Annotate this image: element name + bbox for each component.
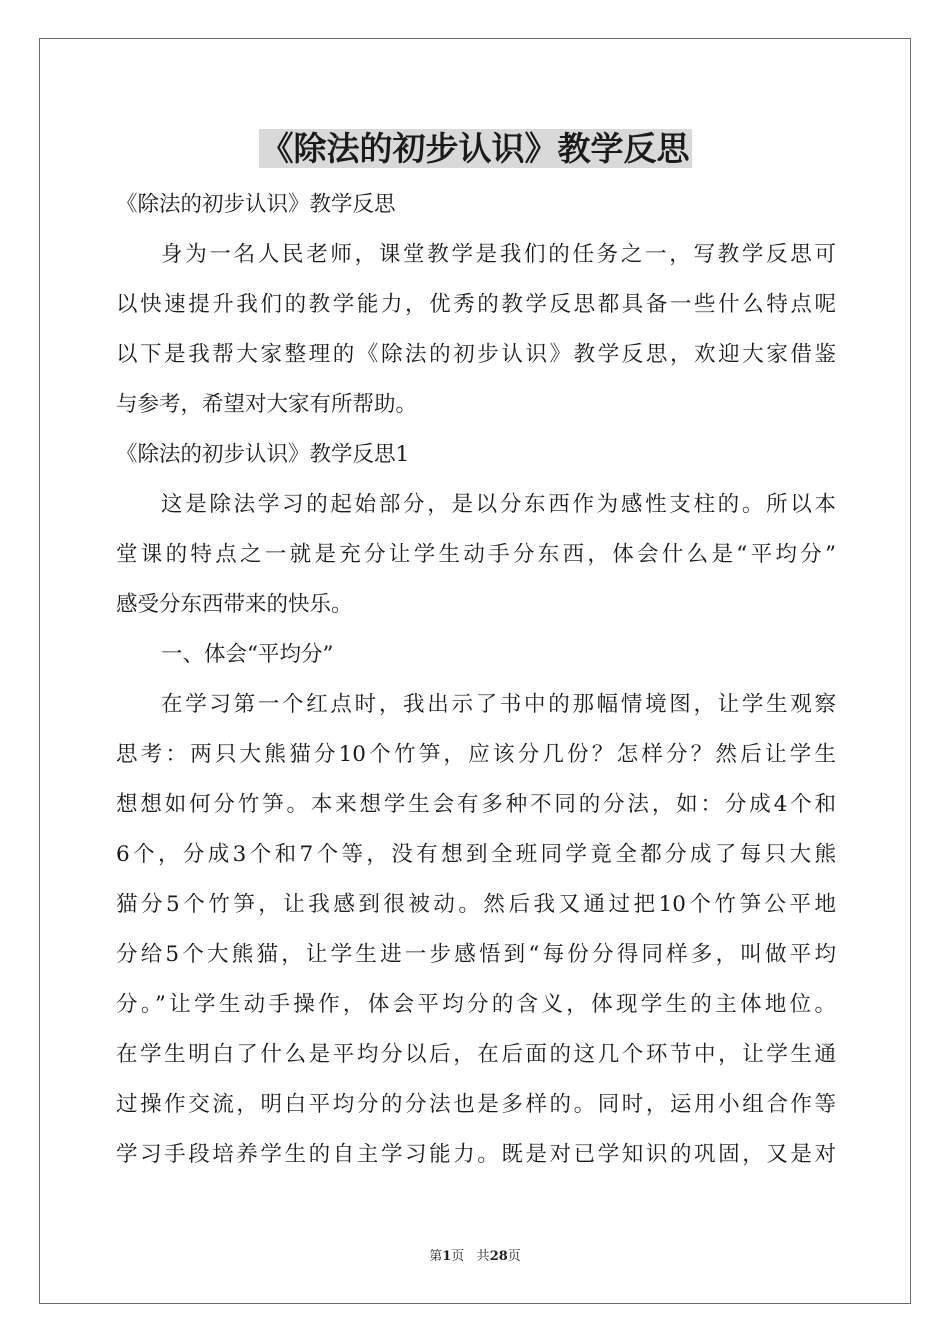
paragraph-line: 分给5个大熊猫，让学生进一步感悟到“每份分得同样多，叫做平均: [116, 942, 836, 967]
page-footer: [0, 1245, 950, 1264]
paragraph-line: 猫分5个竹笋，让我感到很被动。然后我又通过把10个竹笋公平地: [116, 892, 836, 917]
total-prefix: 共: [476, 1249, 490, 1264]
paragraph-line: 这是除法学习的起始部分，是以分东西作为感性支柱的。所以本: [161, 492, 836, 517]
paragraph-line: 堂课的特点之一就是充分让学生动手分东西，体会什么是“平均分”: [116, 542, 836, 567]
paragraph-line: 在学习第一个红点时，我出示了书中的那幅情境图，让学生观察: [161, 692, 836, 717]
page-number: 1: [442, 1249, 452, 1264]
paragraph-line: 身为一名人民老师，课堂教学是我们的任务之一，写教学反思可: [161, 242, 836, 267]
page-prefix: 第: [429, 1249, 443, 1264]
paragraph-line: 6个，分成3个和7个等，没有想到全班同学竟全都分成了每只大熊: [116, 842, 836, 867]
total-suffix: 页: [507, 1249, 521, 1264]
paragraph-line: 以下是我帮大家整理的《除法的初步认识》教学反思，欢迎大家借鉴: [116, 342, 836, 367]
subtitle-line: 《除法的初步认识》教学反思: [116, 192, 396, 217]
document-title: [0, 128, 950, 170]
paragraph-line: 分。”让学生动手操作，体会平均分的含义，体现学生的主体地位。: [116, 992, 836, 1017]
paragraph-line: 与参考，希望对大家有所帮助。: [116, 392, 418, 417]
paragraph-line: 思考：两只大熊猫分10个竹笋，应该分几份？怎样分？然后让学生: [116, 742, 836, 767]
section-heading: 《除法的初步认识》教学反思1: [116, 442, 410, 467]
paragraph-line: 在学生明白了什么是平均分以后，在后面的这几个环节中，让学生通: [116, 1042, 836, 1067]
paragraph-line: 学习手段培养学生的自主学习能力。既是对已学知识的巩固，又是对: [116, 1142, 836, 1167]
paragraph-line: 感受分东西带来的快乐。: [116, 592, 353, 617]
paragraph-line: 以快速提升我们的教学能力，优秀的教学反思都具备一些什么特点呢: [116, 292, 836, 317]
document-title-text: 《除法的初步认识》教学反思: [260, 129, 690, 168]
page-suffix: 页: [451, 1249, 465, 1264]
paragraph-line: 想想如何分竹笋。本来想学生会有多种不同的分法，如：分成4个和: [116, 792, 836, 817]
subsection-heading: 一、体会“平均分”: [161, 642, 334, 667]
total-pages: 28: [489, 1249, 508, 1264]
paragraph-line: 过操作交流，明白平均分的分法也是多样的。同时，运用小组合作等: [116, 1092, 836, 1117]
document-body: [116, 180, 836, 1180]
